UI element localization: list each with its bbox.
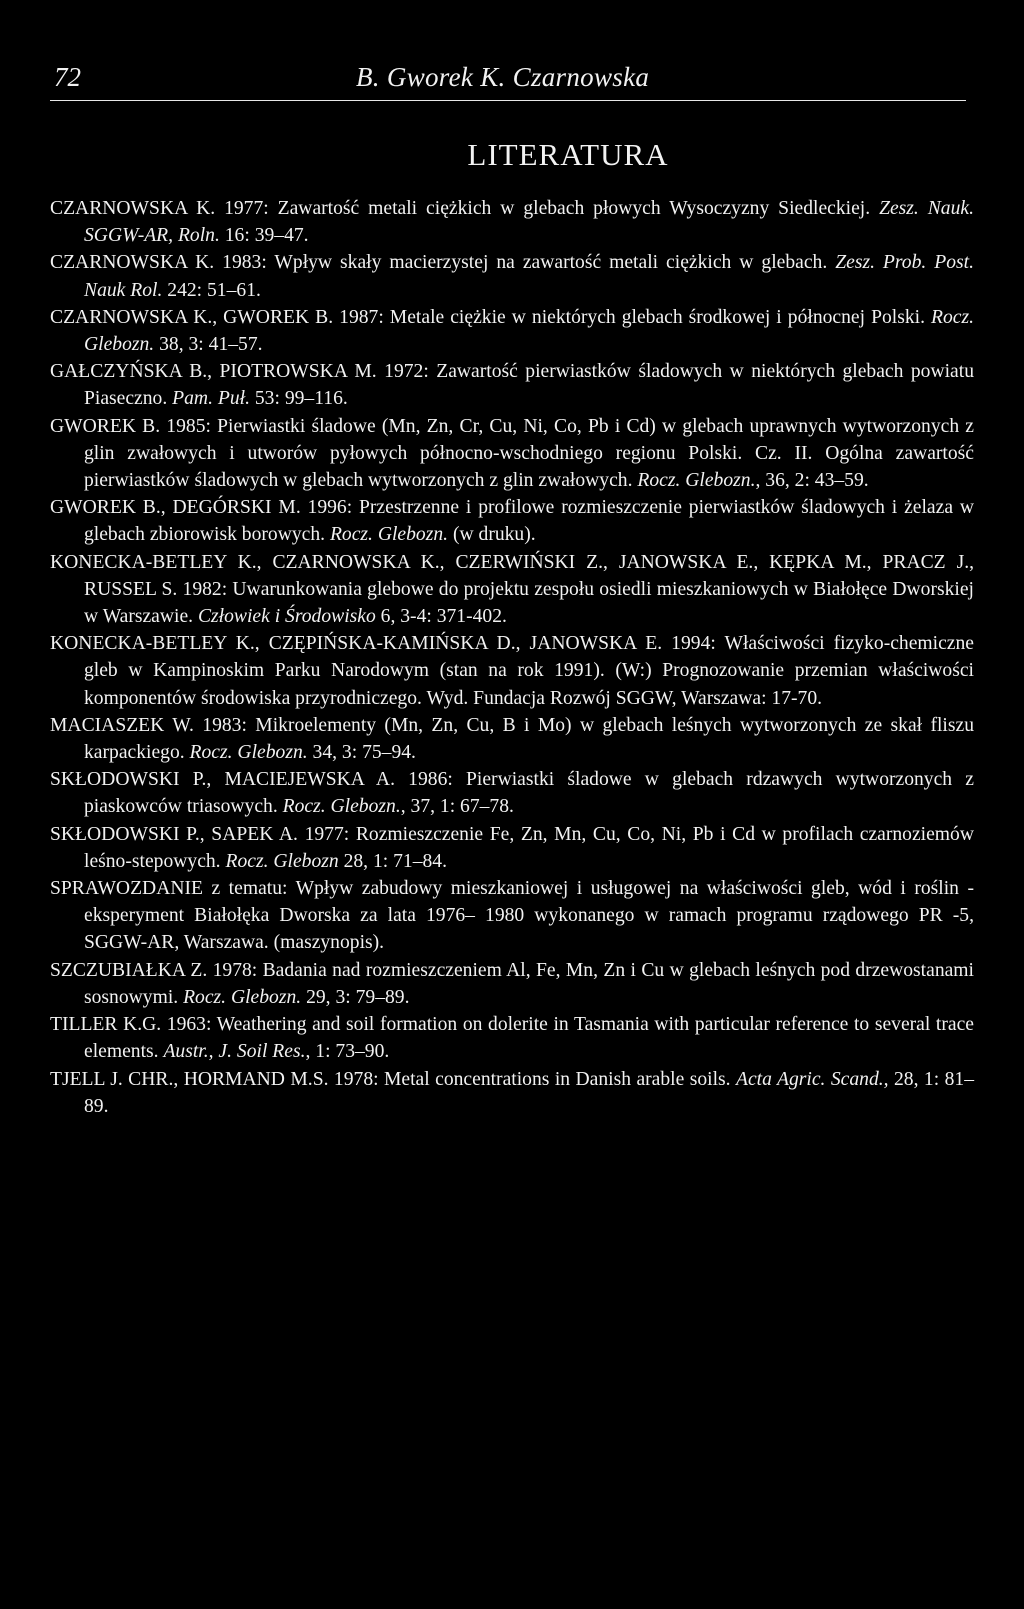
section-title: LITERATURA xyxy=(467,137,669,172)
reference-text: , 37, 1: 67–78. xyxy=(400,796,514,818)
reference-journal: Rocz. Glebozn. xyxy=(183,986,302,1008)
reference-text: GWOREK B. 1985: Pierwiastki śladowe (Mn, Zn, Cr, Cu, Ni, Co, Pb i Cd) w glebach uprawnych wytworzonych z glin zwałowych i utworów pyłowych północno-wschodniego regionu Polski. Cz. II. Ogólna zawartość pierwiastków śladowych w glebach wytworzonych z glin zwałowych. xyxy=(50,415,974,492)
reference-journal: Acta Agric. Scand., xyxy=(736,1068,889,1090)
running-head: B. Gworek K. Czarnowska xyxy=(356,62,650,92)
reference-text: TJELL J. CHR., HORMAND M.S. 1978: Metal concentrations in Danish arable soils. xyxy=(50,1068,737,1090)
reference-journal: Rocz. Glebozn. xyxy=(282,796,401,818)
page-header xyxy=(50,62,966,101)
reference-journal: Zesz. Nauk. SGGW-AR, Roln. xyxy=(84,198,974,247)
reference-entry xyxy=(50,875,974,957)
reference-entry xyxy=(50,821,974,875)
reference-journal: Rocz. Glebozn xyxy=(225,850,339,872)
reference-text: 16: 39–47. xyxy=(219,225,309,247)
reference-text: 38, 3: 41–57. xyxy=(154,334,263,356)
reference-text: 34, 3: 75–94. xyxy=(307,742,416,764)
reference-entry xyxy=(50,549,974,631)
reference-text: 53: 99–116. xyxy=(249,388,348,410)
reference-journal: Rocz. Glebozn. xyxy=(84,306,974,356)
reference-list xyxy=(50,195,974,1120)
reference-text: GAŁCZYŃSKA B., PIOTROWSKA M. 1972: Zawartość pierwiastków śladowych w niektórych glebach powiatu Piaseczno. xyxy=(50,361,974,410)
reference-text: (w druku). xyxy=(448,524,536,546)
reference-text: CZARNOWSKA K. 1977: Zawartość metali ciężkich w glebach płowych Wysoczyzny Siedleckiej. xyxy=(50,198,880,219)
reference-text: , 1: 73–90. xyxy=(305,1041,390,1063)
reference-text: SKŁODOWSKI P., MACIEJEWSKA A. 1986: Pierwiastki śladowe w glebach rdzawych wytworzonych z piaskowców triasowych. xyxy=(50,769,974,818)
reference-text: CZARNOWSKA K. 1983: Wpływ skały macierzystej na zawartość metali ciężkich w glebach. xyxy=(50,252,836,274)
reference-journal: Zesz. Prob. Post. Nauk Rol. xyxy=(84,252,974,301)
reference-entry xyxy=(50,249,974,303)
reference-text: 242: 51–61. xyxy=(162,279,261,301)
reference-entry xyxy=(50,712,974,766)
reference-text: MACIASZEK W. 1983: Mikroelementy (Mn, Zn, Cu, B i Mo) w glebach leśnych wytworzonych ze skał fliszu karpackiego. xyxy=(50,714,974,764)
reference-text: GWOREK B., DEGÓRSKI M. 1996: Przestrzenne i profilowe rozmieszczenie pierwiastków śladowych i żelaza w glebach zbiorowisk borowych. xyxy=(50,497,974,546)
reference-journal: Rocz. Glebozn. xyxy=(637,470,756,492)
page-number: 72 xyxy=(54,62,81,92)
reference-journal: Rocz. Glebozn. xyxy=(189,742,308,764)
reference-text: 29, 3: 79–89. xyxy=(301,986,410,1008)
reference-entry xyxy=(50,957,974,1011)
reference-text: 28, 1: 81–89. xyxy=(84,1068,974,1117)
reference-text: SZCZUBIAŁKA Z. 1978: Badania nad rozmieszczeniem Al, Fe, Mn, Zn i Cu w glebach leśnych pod drzewostanami sosnowymi. xyxy=(50,959,974,1008)
reference-text: KONECKA-BETLEY K., CZARNOWSKA K., CZERWIŃSKI Z., JANOWSKA E., KĘPKA M., PRACZ J., RUSSEL S. 1982: Uwarunkowania glebowe do projektu zespołu osiedli mieszkaniowych w Białołęce Dworskiej w Warszawie. xyxy=(50,551,974,628)
reference-entry xyxy=(50,304,974,358)
reference-journal: Austr., J. Soil Res. xyxy=(163,1041,306,1063)
reference-entry xyxy=(50,1066,974,1120)
reference-entry xyxy=(50,1011,974,1065)
reference-text: SKŁODOWSKI P., SAPEK A. 1977: Rozmieszczenie Fe, Zn, Mn, Cu, Co, Ni, Pb i Cd w profilach czarnoziemów leśno-stepowych. xyxy=(50,823,974,872)
reference-entry xyxy=(50,358,974,412)
reference-text: SPRAWOZDANIE z tematu: Wpływ zabudowy mieszkaniowej i usługowej na właściwości gleb, wód i roślin - eksperyment Białołęka Dworska za lata 1976– 1980 wykonanego w ramach programu rządowego PR -5, SGGW-AR, Warszawa. (maszynopis). xyxy=(50,878,974,954)
reference-text: CZARNOWSKA K., GWOREK B. 1987: Metale ciężkie w niektórych glebach środkowej i północnej Polski. xyxy=(50,306,931,328)
reference-journal: Pam. Puł. xyxy=(172,388,250,410)
reference-entry xyxy=(50,413,974,495)
reference-text: KONECKA-BETLEY K., CZĘPIŃSKA-KAMIŃSKA D., JANOWSKA E. 1994: Właściwości fizyko-chemiczne gleb w Kampinoskim Parku Narodowym (stan na rok 1991). (W:) Prognozowanie przemian właściwości komponentów środowiska przyrodniczego. Wyd. Fundacja Rozwój SGGW, Warszawa: 17-70. xyxy=(50,633,974,709)
reference-entry xyxy=(50,494,974,548)
reference-entry xyxy=(50,766,974,820)
reference-text: TILLER K.G. 1963: Weathering and soil formation on dolerite in Tasmania with particular reference to several trace elements. xyxy=(50,1014,974,1063)
reference-text: 28, 1: 71–84. xyxy=(338,850,447,872)
reference-journal: Rocz. Glebozn. xyxy=(329,524,449,546)
reference-entry xyxy=(50,195,974,249)
reference-entry xyxy=(50,630,974,712)
reference-text: 6, 3-4: 371-402. xyxy=(375,606,507,628)
reference-text: , 36, 2: 43–59. xyxy=(755,470,869,492)
reference-journal: Człowiek i Środowisko xyxy=(197,606,376,628)
